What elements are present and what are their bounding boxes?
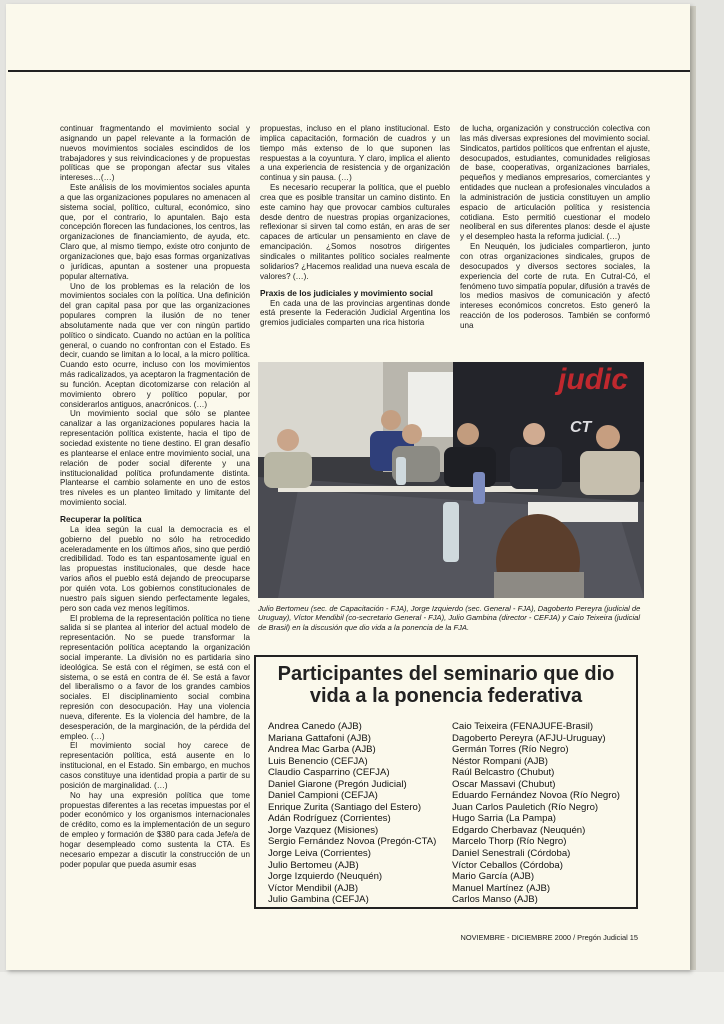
participant-entry: Adán Rodríguez (Corrientes): [268, 813, 391, 825]
participants-box: [254, 655, 638, 909]
photo-sign-text: CT: [570, 419, 592, 436]
article-column-2: [260, 124, 450, 346]
paragraph: Uno de los problemas es la relación de los movimientos sociales con la política. Una definición del gran capital pasa por que las organizaciones populares compren la ilusión de no tener absolutamente nada que ver con ningún partido político o sindicato. Cuando no actúan en la política general, o cuando no confrontan con el Estado. Es decir, cuando se limitan a lo local, a la micro política. Cuando esto ocurre, incluso con los movimientos más radicalizados, ya aceptaron la fragmentación de su función. Aceptan dicotomizarse con relación al movimiento obrero y político popular, por considerarlos antiguos, anacrónicos. (…): [60, 281, 250, 409]
participant-entry: Hugo Sarria (La Pampa): [452, 813, 556, 825]
participants-title-line2: vida a la ponencia federativa: [309, 685, 583, 707]
participant-entry: Carlos Manso (AJB): [452, 894, 538, 906]
paragraph: Es necesario recuperar la política, que el pueblo crea que es posible transitar un camino distinto. En este camino hay que provocar cambios culturales desde dentro de nuestras propias organizaciones, reflexionar si sirven tal como están, en aras de ser capaces de articular un pensamiento en clave de emancipación. ¿Somos nosotros dirigentes sindicales o militantes político sociales realmente solidarios? ¿Hacemos realidad una nueva escala de valores? (…).: [260, 183, 450, 281]
participant-entry: Claudio Casparrino (CEFJA): [268, 767, 390, 779]
participant-entry: Juan Carlos Pauletich (Río Negro): [452, 801, 599, 813]
paragraph: El problema de la representación política no tiene salida si se plantea al interior del actual modelo de representación. No se puede transformar la representación política aceptando la organización social imperante. La división no es partidaria sino ideológica. Se está con el régimen, se está con el sistema, o se está en contra de él. Se está a favor del liberalismo o a favor de los grandes cambios sociales. El disciplinamiento social combina represión con desocupación. Hay una violencia nueva, diferente. Es la violencia del hambre, de la desesperación, de la marginación, de la pérdida del empleo. (…): [60, 613, 250, 741]
participant-entry: Luis Benencio (CEFJA): [268, 755, 368, 767]
participant-entry: Manuel Martínez (AJB): [452, 882, 551, 894]
participant-entry: Julio Bertomeu (AJB): [268, 859, 359, 871]
photo-caption: Julio Bertomeu (sec. de Capacitación - FJA), Jorge Izquierdo (sec. General - FJA), Dagoberto Pereyra (judicial de Uruguay), Víctor Mendibil (co-secretario General - FJA), Julio Gambina (director - CEFJA) y Caio Teixeira (judicial de Brasil) en la discusión que dio vida a la ponencia de la FJA.: [258, 604, 641, 632]
participant-entry: Daniel Senestrali (Córdoba): [452, 848, 571, 860]
article-column-1: [60, 124, 250, 914]
participant-entry: Daniel Campioni (CEFJA): [268, 790, 378, 802]
participant-entry: Enrique Zurita (Santiago del Estero): [268, 801, 422, 813]
participant-entry: Dagoberto Pereyra (AFJU-Uruguay): [452, 732, 606, 744]
participant-entry: Jorge Izquierdo (Neuquén): [268, 871, 383, 883]
participant-entry: Jorge Leiva (Corrientes): [268, 848, 371, 860]
participant-entry: Sergio Fernández Novoa (Pregón-CTA): [268, 836, 437, 848]
participants-list-left: [268, 721, 436, 906]
participant-entry: Julio Gambina (CEFJA): [268, 894, 369, 906]
participant-entry: Caio Teixeira (FENAJUFE-Brasil): [452, 721, 594, 732]
participant-entry: Andrea Canedo (AJB): [268, 721, 362, 732]
photo-banner-text: judic: [558, 363, 629, 396]
paragraph: de lucha, organización y construcción colectiva con las más diversas expresiones del movimiento social. Sindicatos, partidos políticos que enfrentan el ajuste, desocupados, estudiantes, comunidades religiosas de base, cooperativas, organizaciones barriales, pequeños y medianos empresarios, comerciantes y entidades que nuclean a profesionales vinculados a la administración de justicia constituyen un amplio espacio de articulación política y resistencia cotidiana. Esto permitió cuestionar el modelo neoliberal en sus diferentes planos: desde el ajuste y el desempleo hasta la reforma judicial. (…): [460, 124, 650, 242]
participant-entry: Oscar Massavi (Chubut): [452, 778, 556, 790]
paragraph: En Neuquén, los judiciales compartieron, junto con otras organizaciones sindicales, grupos de desocupados y diversos sectores sociales, la experiencia del corte de ruta. En Cutral-Có, el fenómeno tuvo simpatía popular, difusión a través de los medios masivos de comunicación y afectó intereses económicos concretos. Esto generó la reacción de los poderosos. También se conformó una: [460, 242, 650, 330]
participant-entry: Mario García (AJB): [452, 871, 535, 883]
participant-entry: Víctor Mendibil (AJB): [268, 882, 359, 894]
participant-entry: Daniel Giarone (Pregón Judicial): [268, 778, 407, 790]
paragraph: En cada una de las provincias argentinas donde está presente la Federación Judicial Argentina los gremios judiciales comparten una rica historia: [260, 298, 450, 328]
paragraph: continuar fragmentando el movimiento social y asignando un papel relevante a la formación de nuevos movimientos sociales escindidos de los trabajadores y sus reivindicaciones y de propuestas políticas que se propongan afectar sus vitales intereses…(…): [60, 124, 250, 183]
participant-entry: Andrea Mac Garba (AJB): [268, 744, 376, 756]
participant-entry: Edgardo Cherbavaz (Neuquén): [452, 824, 586, 836]
participant-entry: Raúl Belcastro (Chubut): [452, 767, 555, 779]
paragraph: El movimiento social hoy carece de representación política, está ausente en lo institucional, en el Estado. Sin embargo, en muchos casos constituye una identidad propia a partir de su posición de marginalidad. (…): [60, 741, 250, 790]
meeting-photo: [258, 362, 644, 598]
section-heading: Praxis de los judiciales y movimiento social: [260, 287, 433, 298]
participant-entry: Jorge Vazquez (Misiones): [268, 824, 379, 836]
article-column-3: [460, 124, 650, 346]
participant-entry: Víctor Ceballos (Córdoba): [452, 859, 563, 871]
participant-entry: Néstor Rompani (AJB): [452, 755, 548, 767]
participant-entry: Marcelo Thorp (Río Negro): [452, 836, 567, 848]
paragraph: propuestas, incluso en el plano institucional. Esto implica capacitación, formación de cuadros y un tiempo más extenso de lo que suponen las respuestas a la coyuntura. Y claro, implica el aliento a una experiencia de resistencia y de organización continua y sin pausa. (…): [260, 124, 450, 183]
participants-title-line1: Participantes del seminario que dio: [277, 663, 615, 685]
participants-list-right: [452, 721, 620, 906]
paragraph: No hay una expresión política que tome propuestas diferentes a las recetas impuestas por el poder económico y los organismos internacionales de crédito, como es la implementación de un seguro de empleo y formación de $380 para cada Jefe/a de hogar desempleado como sustenta la CTA. Es necesario empezar a discutir la construcción de un poder popular que pueda asumir esas: [60, 790, 250, 869]
participants-title: [256, 663, 636, 707]
participant-entry: Mariana Gattafoni (AJB): [268, 732, 371, 744]
page-footer: NOVIEMBRE - DICIEMBRE 2000 / Pregón Judicial 15: [460, 933, 638, 942]
header-rule: [8, 70, 690, 72]
section-heading: Recuperar la política: [60, 513, 142, 524]
participant-entry: Germán Torres (Río Negro): [452, 744, 569, 756]
paragraph: Este análisis de los movimientos sociales apunta a que las organizaciones populares no amenacen al sistema social, político, cultural, económico, sino que, por el contrario, lo apuntalen. Bajo esta concepción florecen las fundaciones, los centros, las organizaciones de financiamiento, de ayuda, etc. Claro que, al mismo tiempo, existe otro conjunto de organizaciones que, bajo esas formas organizativas o jurídicas, apuntan a sostener una propuesta popular alternativa.: [60, 183, 250, 281]
page-edge-shadow: [690, 6, 696, 970]
scan-background: [0, 972, 724, 1024]
participant-entry: Eduardo Fernández Novoa (Río Negro): [452, 790, 620, 802]
paragraph: La idea según la cual la democracia es el gobierno del pueblo no sólo ha retrocedido aceleradamente en los últimos años, sino que perdió credibilidad. Todo es tan espantosamente igual en las propuestas institucionales, que desde hace varios años el pueblo está dejando de preocuparse por quién vota. Los gobiernos constitucionales de nuestro país siguen siendo perfectamente legales, pero son cada vez menos legítimos.: [60, 524, 250, 613]
meeting-photo-image: [258, 362, 644, 598]
paragraph: Un movimiento social que sólo se plantee canalizar a las organizaciones populares hacia la representación política existente, hacia el tipo de sociedad existente no tiene destino. El gran desafío es plantearse el enlace entre movimiento social, una relación de poder social diferente y una institucionalidad política profundamente distinta. Plantearse el cambio solamente en uno de estos tres niveles es un planteo limitado y limitante del movimiento social.: [60, 409, 250, 508]
